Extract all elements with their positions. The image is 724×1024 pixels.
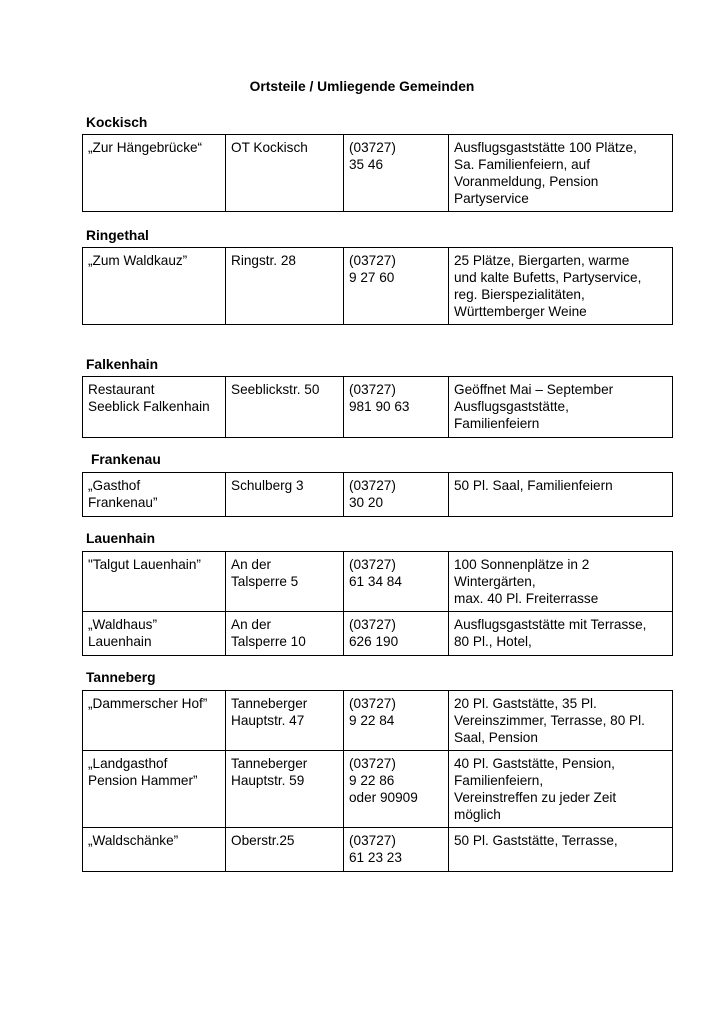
venue-description: Geöffnet Mai – September Ausflugsgaststätte, Familienfeiern <box>449 377 673 438</box>
table-frankenau <box>82 472 673 517</box>
venue-phone: (03727) 35 46 <box>344 135 449 212</box>
venue-phone: (03727) 9 22 86 oder 90909 <box>344 751 449 828</box>
table-row <box>83 552 673 612</box>
venue-description: 100 Sonnenplätze in 2 Wintergärten, max. 40 Pl. Freiterrasse <box>449 552 673 612</box>
section-heading-kockisch: Kockisch <box>86 115 148 130</box>
table-lauenhain <box>82 551 673 656</box>
venue-name: Restaurant Seeblick Falkenhain <box>83 377 226 438</box>
venue-description: Ausflugsgaststätte mit Terrasse, 80 Pl., Hotel, <box>449 612 673 656</box>
section-heading-frankenau: Frankenau <box>91 452 161 467</box>
venue-address: An der Talsperre 10 <box>226 612 344 656</box>
venue-description: 25 Plätze, Biergarten, warme und kalte Bufetts, Partyservice, reg. Bierspezialitäten, Württemberger Weine <box>449 248 673 325</box>
venue-description: 50 Pl. Saal, Familienfeiern <box>449 473 673 517</box>
venue-description: 40 Pl. Gaststätte, Pension, Familienfeiern, Vereinstreffen zu jeder Zeit möglich <box>449 751 673 828</box>
table-falkenhain <box>82 376 673 438</box>
venue-address: Schulberg 3 <box>226 473 344 517</box>
table-ringethal <box>82 247 673 325</box>
venue-description: 20 Pl. Gaststätte, 35 Pl. Vereinszimmer, Terrasse, 80 Pl. Saal, Pension <box>449 691 673 751</box>
venue-address: OT Kockisch <box>226 135 344 212</box>
venue-address: Oberstr.25 <box>226 828 344 872</box>
venue-phone: (03727) 61 34 84 <box>344 552 449 612</box>
venue-address: Tanneberger Hauptstr. 47 <box>226 691 344 751</box>
table-row <box>83 751 673 828</box>
venue-phone: (03727) 61 23 23 <box>344 828 449 872</box>
venue-description: 50 Pl. Gaststätte, Terrasse, <box>449 828 673 872</box>
page-title: Ortsteile / Umliegende Gemeinden <box>249 79 475 94</box>
venue-name: „Gasthof Frankenau” <box>83 473 226 517</box>
venue-name: „Zum Waldkauz” <box>83 248 226 325</box>
section-heading-lauenhain: Lauenhain <box>86 531 155 546</box>
table-tanneberg <box>82 690 673 872</box>
section-heading-falkenhain: Falkenhain <box>86 357 159 372</box>
table-row <box>83 377 673 438</box>
venue-phone: (03727) 981 90 63 <box>344 377 449 438</box>
section-heading-tanneberg: Tanneberg <box>86 670 156 685</box>
table-row <box>83 828 673 872</box>
venue-name: „Landgasthof Pension Hammer” <box>83 751 226 828</box>
venue-name: „Dammerscher Hof” <box>83 691 226 751</box>
venue-address: Ringstr. 28 <box>226 248 344 325</box>
venue-name: "Talgut Lauenhain” <box>83 552 226 612</box>
venue-name: „Waldschänke” <box>83 828 226 872</box>
table-row <box>83 135 673 212</box>
table-row <box>83 473 673 517</box>
venue-name: „Zur Hängebrücke“ <box>83 135 226 212</box>
table-row <box>83 612 673 656</box>
venue-phone: (03727) 9 22 84 <box>344 691 449 751</box>
venue-phone: (03727) 9 27 60 <box>344 248 449 325</box>
section-heading-ringethal: Ringethal <box>86 228 149 243</box>
venue-address: An der Talsperre 5 <box>226 552 344 612</box>
venue-address: Tanneberger Hauptstr. 59 <box>226 751 344 828</box>
venue-description: Ausflugsgaststätte 100 Plätze, Sa. Familienfeiern, auf Voranmeldung, Pension Partyservice <box>449 135 673 212</box>
venue-phone: (03727) 626 190 <box>344 612 449 656</box>
venue-name: „Waldhaus” Lauenhain <box>83 612 226 656</box>
venue-address: Seeblickstr. 50 <box>226 377 344 438</box>
table-row <box>83 691 673 751</box>
venue-phone: (03727) 30 20 <box>344 473 449 517</box>
table-kockisch <box>82 134 673 212</box>
table-row <box>83 248 673 325</box>
